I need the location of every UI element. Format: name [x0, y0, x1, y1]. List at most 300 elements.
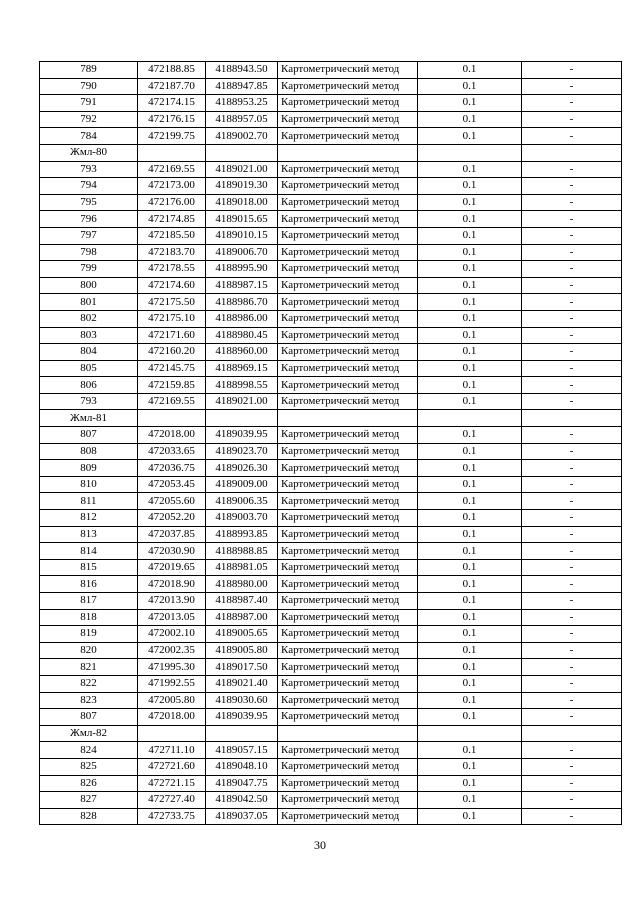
- x-coordinate-cell: 472169.55: [138, 161, 206, 178]
- accuracy-cell: 0.1: [418, 609, 522, 626]
- method-cell: Картометрический метод: [278, 742, 418, 759]
- y-coordinate-cell: 4189026.30: [206, 460, 278, 477]
- y-coordinate-cell: 4188998.55: [206, 377, 278, 394]
- x-coordinate-cell: 472018.90: [138, 576, 206, 593]
- table-row: [40, 194, 622, 211]
- method-cell: Картометрический метод: [278, 526, 418, 543]
- table-row: [40, 576, 622, 593]
- point-number-cell: 807: [40, 427, 138, 444]
- table-group-row: [40, 410, 622, 427]
- accuracy-cell: 0.1: [418, 344, 522, 361]
- table-row: [40, 211, 622, 228]
- method-cell: Картометрический метод: [278, 244, 418, 261]
- method-cell: Картометрический метод: [278, 675, 418, 692]
- point-number-cell: 809: [40, 460, 138, 477]
- point-number-cell: 828: [40, 808, 138, 825]
- y-coordinate-cell: 4189002.70: [206, 128, 278, 145]
- note-cell: -: [522, 775, 622, 792]
- empty-cell: [522, 410, 622, 427]
- y-coordinate-cell: 4188993.85: [206, 526, 278, 543]
- method-cell: Картометрический метод: [278, 559, 418, 576]
- point-number-cell: 789: [40, 62, 138, 79]
- y-coordinate-cell: 4189030.60: [206, 692, 278, 709]
- group-name-cell: Жмл-81: [40, 410, 138, 427]
- y-coordinate-cell: 4189047.75: [206, 775, 278, 792]
- y-coordinate-cell: 4189037.05: [206, 808, 278, 825]
- accuracy-cell: 0.1: [418, 327, 522, 344]
- y-coordinate-cell: 4188987.00: [206, 609, 278, 626]
- point-number-cell: 827: [40, 792, 138, 809]
- x-coordinate-cell: 472002.35: [138, 642, 206, 659]
- method-cell: Картометрический метод: [278, 393, 418, 410]
- x-coordinate-cell: 472159.85: [138, 377, 206, 394]
- x-coordinate-cell: 472036.75: [138, 460, 206, 477]
- y-coordinate-cell: 4188986.70: [206, 294, 278, 311]
- accuracy-cell: 0.1: [418, 393, 522, 410]
- x-coordinate-cell: 472199.75: [138, 128, 206, 145]
- table-row: [40, 360, 622, 377]
- point-number-cell: 801: [40, 294, 138, 311]
- point-number-cell: 825: [40, 758, 138, 775]
- accuracy-cell: 0.1: [418, 775, 522, 792]
- method-cell: Картометрический метод: [278, 659, 418, 676]
- point-number-cell: 823: [40, 692, 138, 709]
- x-coordinate-cell: 472160.20: [138, 344, 206, 361]
- method-cell: Картометрический метод: [278, 775, 418, 792]
- point-number-cell: 818: [40, 609, 138, 626]
- point-number-cell: 790: [40, 78, 138, 95]
- note-cell: -: [522, 692, 622, 709]
- table-row: [40, 261, 622, 278]
- note-cell: -: [522, 609, 622, 626]
- y-coordinate-cell: 4188988.85: [206, 543, 278, 560]
- table-row: [40, 792, 622, 809]
- empty-cell: [138, 725, 206, 742]
- x-coordinate-cell: 472013.90: [138, 593, 206, 610]
- x-coordinate-cell: 472174.15: [138, 95, 206, 112]
- accuracy-cell: 0.1: [418, 427, 522, 444]
- x-coordinate-cell: 471992.55: [138, 675, 206, 692]
- table-row: [40, 95, 622, 112]
- point-number-cell: 799: [40, 261, 138, 278]
- method-cell: Картометрический метод: [278, 377, 418, 394]
- method-cell: Картометрический метод: [278, 360, 418, 377]
- note-cell: -: [522, 675, 622, 692]
- x-coordinate-cell: 472018.00: [138, 427, 206, 444]
- method-cell: Картометрический метод: [278, 261, 418, 278]
- table-row: [40, 128, 622, 145]
- note-cell: -: [522, 78, 622, 95]
- coordinates-table: [39, 61, 622, 825]
- note-cell: -: [522, 294, 622, 311]
- note-cell: -: [522, 476, 622, 493]
- x-coordinate-cell: 472174.60: [138, 277, 206, 294]
- method-cell: Картометрический метод: [278, 344, 418, 361]
- accuracy-cell: 0.1: [418, 593, 522, 610]
- x-coordinate-cell: 472188.85: [138, 62, 206, 79]
- note-cell: -: [522, 642, 622, 659]
- table-row: [40, 775, 622, 792]
- point-number-cell: 811: [40, 493, 138, 510]
- empty-cell: [138, 144, 206, 161]
- note-cell: -: [522, 626, 622, 643]
- table-row: [40, 476, 622, 493]
- y-coordinate-cell: 4189006.70: [206, 244, 278, 261]
- note-cell: -: [522, 310, 622, 327]
- point-number-cell: 791: [40, 95, 138, 112]
- note-cell: -: [522, 742, 622, 759]
- accuracy-cell: 0.1: [418, 294, 522, 311]
- note-cell: -: [522, 211, 622, 228]
- y-coordinate-cell: 4188987.40: [206, 593, 278, 610]
- y-coordinate-cell: 4189021.00: [206, 161, 278, 178]
- method-cell: Картометрический метод: [278, 128, 418, 145]
- x-coordinate-cell: 472176.15: [138, 111, 206, 128]
- method-cell: Картометрический метод: [278, 543, 418, 560]
- coordinates-table-body: [40, 62, 622, 825]
- method-cell: Картометрический метод: [278, 194, 418, 211]
- method-cell: Картометрический метод: [278, 211, 418, 228]
- note-cell: -: [522, 659, 622, 676]
- y-coordinate-cell: 4188943.50: [206, 62, 278, 79]
- point-number-cell: 820: [40, 642, 138, 659]
- note-cell: -: [522, 493, 622, 510]
- x-coordinate-cell: 472173.00: [138, 178, 206, 195]
- note-cell: -: [522, 128, 622, 145]
- empty-cell: [418, 410, 522, 427]
- accuracy-cell: 0.1: [418, 576, 522, 593]
- note-cell: -: [522, 510, 622, 527]
- accuracy-cell: 0.1: [418, 310, 522, 327]
- accuracy-cell: 0.1: [418, 659, 522, 676]
- accuracy-cell: 0.1: [418, 78, 522, 95]
- method-cell: Картометрический метод: [278, 62, 418, 79]
- accuracy-cell: 0.1: [418, 792, 522, 809]
- y-coordinate-cell: 4188980.45: [206, 327, 278, 344]
- note-cell: -: [522, 178, 622, 195]
- accuracy-cell: 0.1: [418, 62, 522, 79]
- point-number-cell: 792: [40, 111, 138, 128]
- empty-cell: [418, 144, 522, 161]
- y-coordinate-cell: 4189009.00: [206, 476, 278, 493]
- group-name-cell: Жмл-80: [40, 144, 138, 161]
- x-coordinate-cell: 472030.90: [138, 543, 206, 560]
- y-coordinate-cell: 4189018.00: [206, 194, 278, 211]
- empty-cell: [206, 725, 278, 742]
- accuracy-cell: 0.1: [418, 194, 522, 211]
- point-number-cell: 802: [40, 310, 138, 327]
- method-cell: Картометрический метод: [278, 427, 418, 444]
- method-cell: Картометрический метод: [278, 443, 418, 460]
- accuracy-cell: 0.1: [418, 161, 522, 178]
- x-coordinate-cell: 472171.60: [138, 327, 206, 344]
- accuracy-cell: 0.1: [418, 642, 522, 659]
- table-row: [40, 526, 622, 543]
- point-number-cell: 793: [40, 393, 138, 410]
- y-coordinate-cell: 4189042.50: [206, 792, 278, 809]
- x-coordinate-cell: 472187.70: [138, 78, 206, 95]
- accuracy-cell: 0.1: [418, 178, 522, 195]
- point-number-cell: 803: [40, 327, 138, 344]
- x-coordinate-cell: 472185.50: [138, 227, 206, 244]
- point-number-cell: 800: [40, 277, 138, 294]
- method-cell: Картометрический метод: [278, 808, 418, 825]
- method-cell: Картометрический метод: [278, 111, 418, 128]
- note-cell: -: [522, 559, 622, 576]
- table-row: [40, 510, 622, 527]
- point-number-cell: 795: [40, 194, 138, 211]
- y-coordinate-cell: 4188980.00: [206, 576, 278, 593]
- point-number-cell: 798: [40, 244, 138, 261]
- method-cell: Картометрический метод: [278, 95, 418, 112]
- table-row: [40, 393, 622, 410]
- accuracy-cell: 0.1: [418, 261, 522, 278]
- empty-cell: [138, 410, 206, 427]
- note-cell: -: [522, 758, 622, 775]
- table-row: [40, 460, 622, 477]
- note-cell: -: [522, 95, 622, 112]
- point-number-cell: 819: [40, 626, 138, 643]
- note-cell: -: [522, 792, 622, 809]
- note-cell: -: [522, 443, 622, 460]
- method-cell: Картометрический метод: [278, 609, 418, 626]
- point-number-cell: 804: [40, 344, 138, 361]
- note-cell: -: [522, 227, 622, 244]
- accuracy-cell: 0.1: [418, 460, 522, 477]
- accuracy-cell: 0.1: [418, 377, 522, 394]
- note-cell: -: [522, 709, 622, 726]
- y-coordinate-cell: 4188947.85: [206, 78, 278, 95]
- accuracy-cell: 0.1: [418, 360, 522, 377]
- y-coordinate-cell: 4188987.15: [206, 277, 278, 294]
- table-row: [40, 310, 622, 327]
- x-coordinate-cell: 472052.20: [138, 510, 206, 527]
- x-coordinate-cell: 472002.10: [138, 626, 206, 643]
- y-coordinate-cell: 4189039.95: [206, 427, 278, 444]
- accuracy-cell: 0.1: [418, 543, 522, 560]
- y-coordinate-cell: 4189005.65: [206, 626, 278, 643]
- note-cell: -: [522, 194, 622, 211]
- y-coordinate-cell: 4189010.15: [206, 227, 278, 244]
- note-cell: -: [522, 393, 622, 410]
- point-number-cell: 796: [40, 211, 138, 228]
- accuracy-cell: 0.1: [418, 709, 522, 726]
- point-number-cell: 784: [40, 128, 138, 145]
- note-cell: -: [522, 62, 622, 79]
- point-number-cell: 813: [40, 526, 138, 543]
- accuracy-cell: 0.1: [418, 493, 522, 510]
- x-coordinate-cell: 472169.55: [138, 393, 206, 410]
- point-number-cell: 817: [40, 593, 138, 610]
- method-cell: Картометрический метод: [278, 758, 418, 775]
- note-cell: -: [522, 261, 622, 278]
- accuracy-cell: 0.1: [418, 95, 522, 112]
- table-row: [40, 327, 622, 344]
- method-cell: Картометрический метод: [278, 294, 418, 311]
- empty-cell: [206, 410, 278, 427]
- method-cell: Картометрический метод: [278, 161, 418, 178]
- method-cell: Картометрический метод: [278, 277, 418, 294]
- note-cell: -: [522, 460, 622, 477]
- note-cell: -: [522, 277, 622, 294]
- table-row: [40, 808, 622, 825]
- x-coordinate-cell: 472175.50: [138, 294, 206, 311]
- y-coordinate-cell: 4188981.05: [206, 559, 278, 576]
- x-coordinate-cell: 472013.05: [138, 609, 206, 626]
- table-row: [40, 493, 622, 510]
- y-coordinate-cell: 4189057.15: [206, 742, 278, 759]
- y-coordinate-cell: 4189006.35: [206, 493, 278, 510]
- point-number-cell: 810: [40, 476, 138, 493]
- accuracy-cell: 0.1: [418, 526, 522, 543]
- note-cell: -: [522, 576, 622, 593]
- accuracy-cell: 0.1: [418, 111, 522, 128]
- empty-cell: [522, 725, 622, 742]
- table-row: [40, 277, 622, 294]
- method-cell: Картометрический метод: [278, 78, 418, 95]
- point-number-cell: 821: [40, 659, 138, 676]
- table-row: [40, 742, 622, 759]
- note-cell: -: [522, 244, 622, 261]
- note-cell: -: [522, 377, 622, 394]
- note-cell: -: [522, 111, 622, 128]
- y-coordinate-cell: 4189003.70: [206, 510, 278, 527]
- point-number-cell: 805: [40, 360, 138, 377]
- point-number-cell: 807: [40, 709, 138, 726]
- x-coordinate-cell: 471995.30: [138, 659, 206, 676]
- table-row: [40, 609, 622, 626]
- accuracy-cell: 0.1: [418, 244, 522, 261]
- point-number-cell: 826: [40, 775, 138, 792]
- note-cell: -: [522, 808, 622, 825]
- table-row: [40, 559, 622, 576]
- table-row: [40, 626, 622, 643]
- note-cell: -: [522, 360, 622, 377]
- empty-cell: [418, 725, 522, 742]
- method-cell: Картометрический метод: [278, 692, 418, 709]
- table-row: [40, 659, 622, 676]
- accuracy-cell: 0.1: [418, 277, 522, 294]
- method-cell: Картометрический метод: [278, 510, 418, 527]
- table-row: [40, 593, 622, 610]
- table-row: [40, 294, 622, 311]
- table-row: [40, 227, 622, 244]
- table-row: [40, 244, 622, 261]
- x-coordinate-cell: 472174.85: [138, 211, 206, 228]
- point-number-cell: 794: [40, 178, 138, 195]
- x-coordinate-cell: 472721.60: [138, 758, 206, 775]
- point-number-cell: 797: [40, 227, 138, 244]
- note-cell: -: [522, 526, 622, 543]
- point-number-cell: 814: [40, 543, 138, 560]
- method-cell: Картометрический метод: [278, 593, 418, 610]
- x-coordinate-cell: 472145.75: [138, 360, 206, 377]
- method-cell: Картометрический метод: [278, 626, 418, 643]
- note-cell: -: [522, 427, 622, 444]
- accuracy-cell: 0.1: [418, 211, 522, 228]
- accuracy-cell: 0.1: [418, 443, 522, 460]
- y-coordinate-cell: 4189048.10: [206, 758, 278, 775]
- point-number-cell: 806: [40, 377, 138, 394]
- y-coordinate-cell: 4188960.00: [206, 344, 278, 361]
- table-group-row: [40, 144, 622, 161]
- table-row: [40, 344, 622, 361]
- method-cell: Картометрический метод: [278, 227, 418, 244]
- accuracy-cell: 0.1: [418, 742, 522, 759]
- y-coordinate-cell: 4188969.15: [206, 360, 278, 377]
- accuracy-cell: 0.1: [418, 692, 522, 709]
- method-cell: Картометрический метод: [278, 178, 418, 195]
- y-coordinate-cell: 4189021.40: [206, 675, 278, 692]
- method-cell: Картометрический метод: [278, 327, 418, 344]
- method-cell: Картометрический метод: [278, 792, 418, 809]
- y-coordinate-cell: 4189017.50: [206, 659, 278, 676]
- x-coordinate-cell: 472053.45: [138, 476, 206, 493]
- accuracy-cell: 0.1: [418, 227, 522, 244]
- note-cell: -: [522, 344, 622, 361]
- table-row: [40, 161, 622, 178]
- method-cell: Картометрический метод: [278, 460, 418, 477]
- empty-cell: [278, 144, 418, 161]
- table-row: [40, 111, 622, 128]
- y-coordinate-cell: 4189015.65: [206, 211, 278, 228]
- empty-cell: [206, 144, 278, 161]
- table-row: [40, 675, 622, 692]
- y-coordinate-cell: 4189021.00: [206, 393, 278, 410]
- table-row: [40, 758, 622, 775]
- point-number-cell: 793: [40, 161, 138, 178]
- x-coordinate-cell: 472019.65: [138, 559, 206, 576]
- table-row: [40, 543, 622, 560]
- point-number-cell: 812: [40, 510, 138, 527]
- empty-cell: [278, 410, 418, 427]
- table-row: [40, 709, 622, 726]
- x-coordinate-cell: 472183.70: [138, 244, 206, 261]
- x-coordinate-cell: 472033.65: [138, 443, 206, 460]
- table-row: [40, 178, 622, 195]
- y-coordinate-cell: 4188995.90: [206, 261, 278, 278]
- method-cell: Картометрический метод: [278, 476, 418, 493]
- y-coordinate-cell: 4188953.25: [206, 95, 278, 112]
- empty-cell: [278, 725, 418, 742]
- table-row: [40, 62, 622, 79]
- table-row: [40, 427, 622, 444]
- table-row: [40, 443, 622, 460]
- accuracy-cell: 0.1: [418, 128, 522, 145]
- group-name-cell: Жмл-82: [40, 725, 138, 742]
- y-coordinate-cell: 4189005.80: [206, 642, 278, 659]
- table-group-row: [40, 725, 622, 742]
- accuracy-cell: 0.1: [418, 808, 522, 825]
- point-number-cell: 815: [40, 559, 138, 576]
- method-cell: Картометрический метод: [278, 493, 418, 510]
- y-coordinate-cell: 4188986.00: [206, 310, 278, 327]
- x-coordinate-cell: 472178.55: [138, 261, 206, 278]
- y-coordinate-cell: 4189023.70: [206, 443, 278, 460]
- note-cell: -: [522, 327, 622, 344]
- accuracy-cell: 0.1: [418, 675, 522, 692]
- accuracy-cell: 0.1: [418, 476, 522, 493]
- table-row: [40, 78, 622, 95]
- point-number-cell: 808: [40, 443, 138, 460]
- x-coordinate-cell: 472721.15: [138, 775, 206, 792]
- y-coordinate-cell: 4189039.95: [206, 709, 278, 726]
- x-coordinate-cell: 472711.10: [138, 742, 206, 759]
- table-row: [40, 377, 622, 394]
- x-coordinate-cell: 472176.00: [138, 194, 206, 211]
- table-row: [40, 642, 622, 659]
- y-coordinate-cell: 4188957.05: [206, 111, 278, 128]
